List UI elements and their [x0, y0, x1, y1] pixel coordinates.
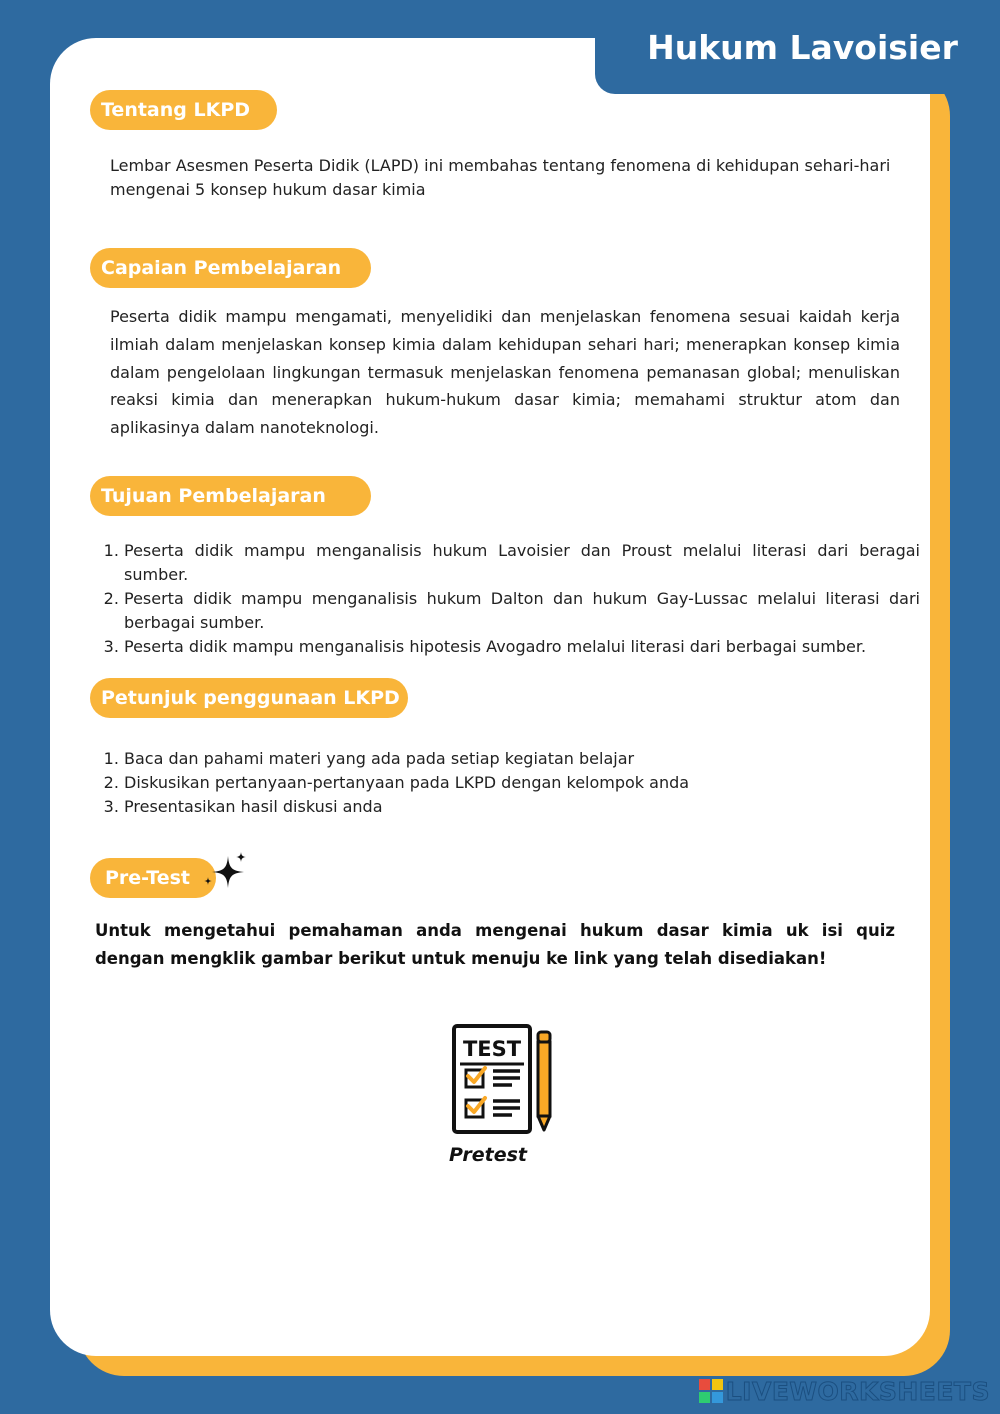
list-item: 2. Peserta didik mampu menganalisis hukum Dalton dan hukum Gay-Lussac melalui literasi dari berbagai sumber. [124, 587, 920, 635]
section-heading-tentang: Tentang LKPD [90, 90, 277, 130]
list-item: 3. Presentasikan hasil diskusi anda [124, 795, 920, 819]
brand-text: LIVEWORKSHEETS [725, 1376, 990, 1406]
liveworksheets-brand[interactable] [699, 1376, 990, 1406]
sparkle-icon [200, 850, 250, 895]
tentang-body: Lembar Asesmen Peserta Didik (LAPD) ini membahas tentang fenomena di kehidupan sehari-hari mengenai 5 konsep hukum dasar kimia [110, 156, 891, 199]
petunjuk-list [104, 747, 920, 819]
section-heading-pretest: Pre-Test [90, 858, 216, 898]
list-item: 2. Diskusikan pertanyaan-pertanyaan pada LKPD dengan kelompok anda [124, 771, 920, 795]
title-tab [595, 0, 1000, 94]
list-item: 3. Peserta didik mampu menganalisis hipotesis Avogadro melalui literasi dari berbagai sumber. [124, 635, 920, 659]
page-title: Hukum Lavoisier [647, 28, 958, 67]
tujuan-list [104, 539, 920, 659]
pretest-caption: Pretest [449, 1144, 527, 1166]
test-icon-label: TEST [462, 1037, 522, 1061]
list-item: 1. Peserta didik mampu menganalisis hukum Lavoisier dan Proust melalui literasi dari beragai sumber. [124, 539, 920, 587]
list-item: 1. Baca dan pahami materi yang ada pada setiap kegiatan belajar [124, 747, 920, 771]
pretest-link-icon[interactable] [440, 1020, 560, 1140]
pretest-instruction: Untuk mengetahui pemahaman anda mengenai hukum dasar kimia uk isi quiz dengan mengklik gambar berikut untuk menuju ke link yang telah disediakan! [95, 921, 895, 968]
capaian-body: Peserta didik mampu mengamati, menyelidiki dan menjelaskan fenomena sesuai kaidah kerja ilmiah dalam menjelaskan konsep kimia dalam kehidupan sehari hari; menerapkan konsep kimia dalam pengelolaan lingkungan termasuk menjelaskan fenomena pemanasan global; menuliskan reaksi kimia dan menerapkan hukum-hukum dasar kimia; memahami struktur atom dan aplikasinya dalam nanoteknologi. [110, 307, 900, 438]
section-heading-petunjuk: Petunjuk penggunaan LKPD [90, 678, 408, 718]
liveworksheets-logo-icon [699, 1379, 723, 1403]
section-heading-capaian: Capaian Pembelajaran [90, 248, 371, 288]
section-heading-tujuan: Tujuan Pembelajaran [90, 476, 371, 516]
test-paper-icon [440, 1020, 560, 1140]
